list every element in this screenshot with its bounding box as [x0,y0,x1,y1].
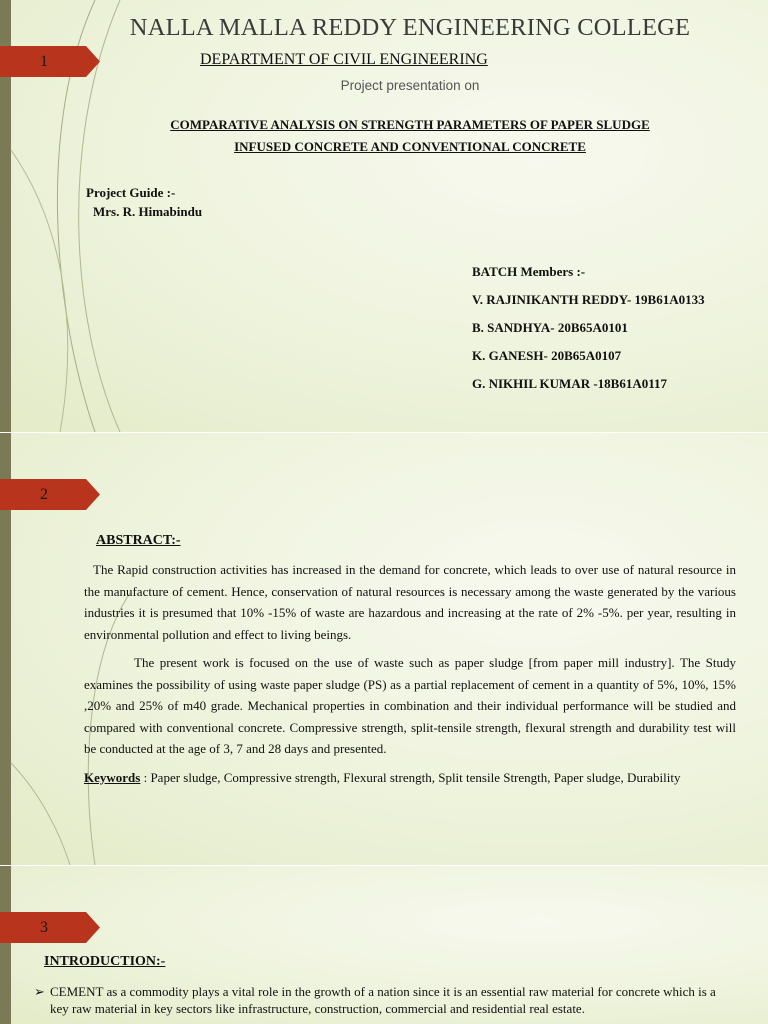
member-item: G. NIKHIL KUMAR -18B61A0117 [472,376,668,391]
project-title-line-1: COMPARATIVE ANALYSIS ON STRENGTH PARAMETERS OF PAPER SLUDGE [170,117,650,132]
abstract-heading: ABSTRACT:- [96,533,181,548]
members-label: BATCH Members :- [472,264,586,279]
college-title: NALLA MALLA REDDY ENGINEERING COLLEGE [129,14,691,41]
bullet-text: CEMENT as a commodity plays a vital role in the growth of a nation since it is an essential raw material for concrete which is a key raw material in key sectors like infrastructure, construction, commercial and residential real estate. [50,984,716,1016]
slide-number-badge [0,46,100,77]
keywords-label: Keywords [84,769,141,785]
member-item: V. RAJINIKANTH REDDY- 19B61A0133 [472,292,705,307]
guide-label: Project Guide :- [86,185,176,200]
abstract-body [84,559,736,795]
slide-number: 1 [40,53,48,70]
slide-number-badge [0,912,100,943]
project-title [60,114,760,158]
slide-2 [0,433,768,865]
abstract-paragraph: The Rapid construction activities has increased in the demand for concrete, which leads to over use of natural resource in the manufacture of cement. Hence, conservation of natural resources is necessary among the waste generated by the various industries it is presumed that 10% -15% of waste are hazardous and increasing at the rate of 2% -5%. per year, resulting in environmental pollution and effect to living beings. [84,562,736,642]
introduction-bullet [34,984,734,1017]
keywords-paragraph [84,767,736,789]
abstract-paragraph: The present work is focused on the use of waste such as paper sludge [from paper mill industry]. The Study examines the possibility of using waste paper sludge (PS) as a partial replacement of cement in a quantity of 5%, 10%, 15% ,20% and 25% of m40 grade. Mechanical properties in combination and their individual performance will be studied and compared with conventional concrete. Compressive strength, split-tensile strength, flexural strength and durability test will be conducted at the age of 3, 7 and 28 days and presented. [84,655,736,756]
guide-name: Mrs. R. Himabindu [93,204,203,219]
member-item: B. SANDHYA- 20B65A0101 [472,320,628,335]
introduction-heading: INTRODUCTION:- [44,954,166,969]
slide-number: 2 [40,486,48,503]
project-title-line-2: INFUSED CONCRETE AND CONVENTIONAL CONCRETE [234,139,586,154]
bullet-arrow-icon: ➢ [34,984,45,999]
batch-members [472,263,705,403]
slide-3 [0,866,768,1024]
slide-side-bar [0,866,11,1024]
member-item: K. GANESH- 20B65A0107 [472,348,622,363]
presentation-subtitle: Project presentation on [340,78,480,93]
department-title: DEPARTMENT OF CIVIL ENGINEERING [200,51,488,68]
keywords-text: : Paper sludge, Compressive strength, Flexural strength, Split tensile Strength, Paper sludge, Durability [143,769,681,785]
slide-number: 3 [40,919,48,936]
project-guide [86,183,202,221]
slide-number-badge [0,479,100,510]
slide-1 [0,0,768,432]
